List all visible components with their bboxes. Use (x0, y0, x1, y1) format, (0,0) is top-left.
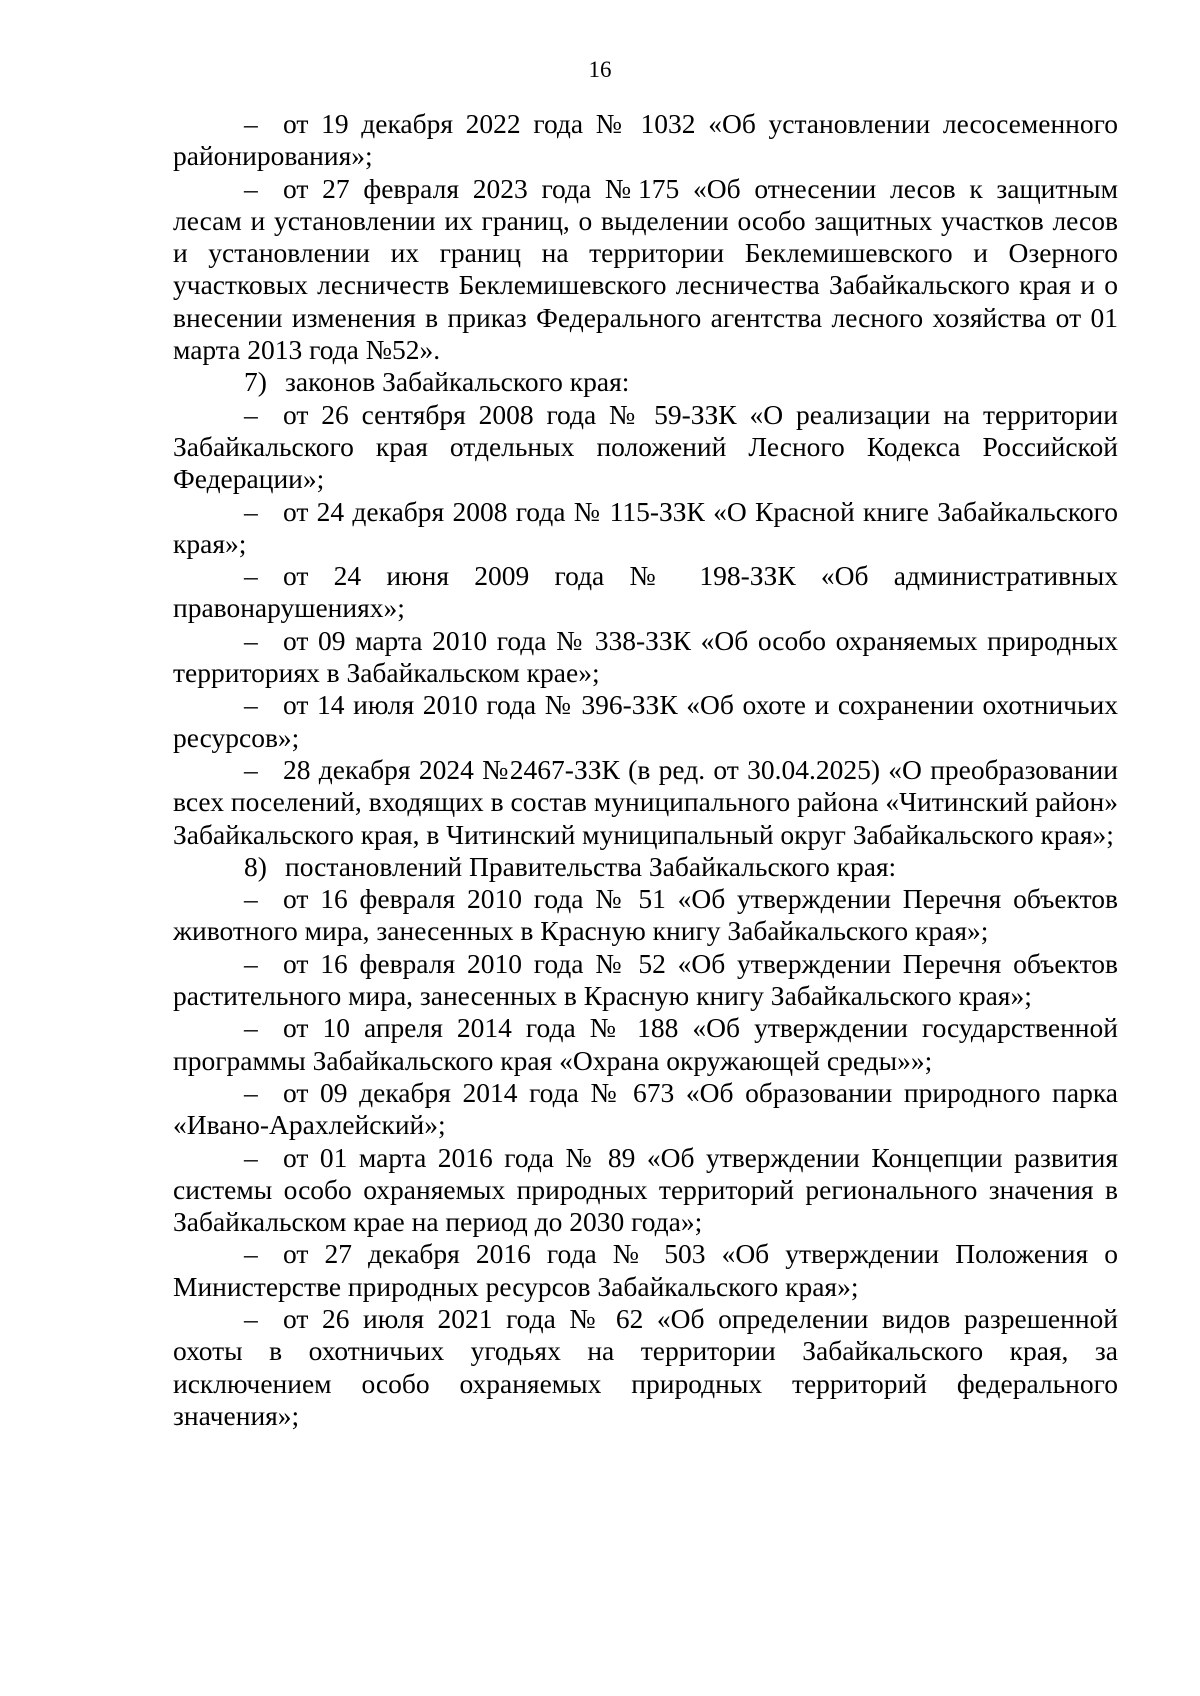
list-item-text: 28 декабря 2024 №2467-ЗЗК (в ред. от 30.04.2025) «О преобразовании всех поселений, входящих в состав муниципального района «Читинский район» Забайкальского края, в Читинский муниципальный округ Забайкальского края»; (173, 753, 1118, 850)
list-item (173, 1238, 1118, 1303)
list-item (173, 560, 1118, 625)
dash-marker: – (244, 1302, 258, 1334)
list-item-text: от 16 февраля 2010 года № 51 «Об утверждении Перечня объектов животного мира, занесенных в Красную книгу Забайкальского края»; (173, 883, 1118, 947)
list-item-text: от 09 декабря 2014 года № 673 «Об образовании природного парка «Ивано-Арахлейский»; (173, 1076, 1118, 1141)
list-item-text: от 26 сентября 2008 года № 59-ЗЗК «О реализации на территории Забайкальского края отдельных положений Лесного Кодекса Российской Федерации»; (173, 398, 1118, 495)
document-body (173, 108, 1118, 1432)
list-item-text: от 10 апреля 2014 года № 188 «Об утверждении государственной программы Забайкальского края «Охрана окружающей среды»»; (173, 1012, 1118, 1076)
section-heading (173, 851, 1118, 883)
list-item (173, 1303, 1118, 1432)
dash-marker: – (244, 495, 258, 527)
dash-marker: – (244, 689, 258, 721)
list-item (173, 1012, 1118, 1077)
list-item-text: от 26 июля 2021 года № 62 «Об определении видов разрешенной охоты в охотничьих угодьях на территории Забайкальского края, за исключением особо охраняемых природных территорий федерального значения»; (173, 1302, 1118, 1431)
list-item-text: от 27 февраля 2023 года №175 «Об отнесении лесов к защитным лесам и установлении их границ, о выделении особо защитных участков лесов и установлении их границ на территории Беклемишевского и Озерного участковых лесничеств Беклемишевского лесничества Забайкальского края и о внесении изменения в приказ Федерального агентства лесного хозяйства от 01 марта 2013 года №52». (173, 172, 1118, 366)
list-item (173, 1142, 1118, 1239)
list-item (173, 399, 1118, 496)
dash-marker: – (244, 753, 258, 785)
list-item-text: от 09 марта 2010 года № 338-ЗЗК «Об особо охраняемых природных территориях в Забайкальском крае»; (173, 624, 1118, 689)
list-item (173, 754, 1118, 851)
page-number: 16 (588, 57, 612, 82)
section-number: 8) (244, 850, 267, 882)
list-item (173, 496, 1118, 561)
list-item (173, 173, 1118, 367)
section-number: 7) (244, 366, 267, 398)
list-item (173, 689, 1118, 754)
dash-marker: – (244, 1141, 258, 1173)
dash-marker: – (244, 1012, 258, 1044)
list-item (173, 108, 1118, 173)
list-item (173, 883, 1118, 948)
section-heading-text: постановлений Правительства Забайкальского края: (285, 850, 897, 882)
dash-marker: – (244, 172, 258, 204)
list-item-text: от 24 декабря 2008 года № 115-ЗЗК «О Красной книге Забайкальского края»; (173, 495, 1118, 559)
list-item-text: от 14 июля 2010 года № 396-ЗЗК «Об охоте и сохранении охотничьих ресурсов»; (173, 689, 1118, 753)
dash-marker: – (244, 947, 258, 979)
list-item-text: от 27 декабря 2016 года № 503 «Об утверждении Положения о Министерстве природных ресурсов Забайкальского края»; (173, 1238, 1118, 1302)
list-item (173, 625, 1118, 690)
dash-marker: – (244, 1076, 258, 1108)
section-heading (173, 366, 1118, 398)
dash-marker: – (244, 624, 258, 656)
dash-marker: – (244, 560, 258, 592)
list-item (173, 948, 1118, 1013)
dash-marker: – (244, 1238, 258, 1270)
list-item (173, 1077, 1118, 1142)
list-item-text: от 01 марта 2016 года № 89 «Об утверждении Концепции развития системы особо охраняемых природных территорий регионального значения в Забайкальском крае на период до 2030 года»; (173, 1141, 1118, 1238)
dash-marker: – (244, 398, 258, 430)
list-item-text: от 24 июня 2009 года № 198-ЗЗК «Об административных правонарушениях»; (173, 560, 1118, 624)
list-item-text: от 16 февраля 2010 года № 52 «Об утверждении Перечня объектов растительного мира, занесенных в Красную книгу Забайкальского края»; (173, 947, 1118, 1012)
section-heading-text: законов Забайкальского края: (285, 366, 630, 398)
list-item-text: от 19 декабря 2022 года № 1032 «Об установлении лесосеменного районирования»; (173, 108, 1118, 172)
dash-marker: – (244, 108, 258, 139)
dash-marker: – (244, 883, 258, 915)
